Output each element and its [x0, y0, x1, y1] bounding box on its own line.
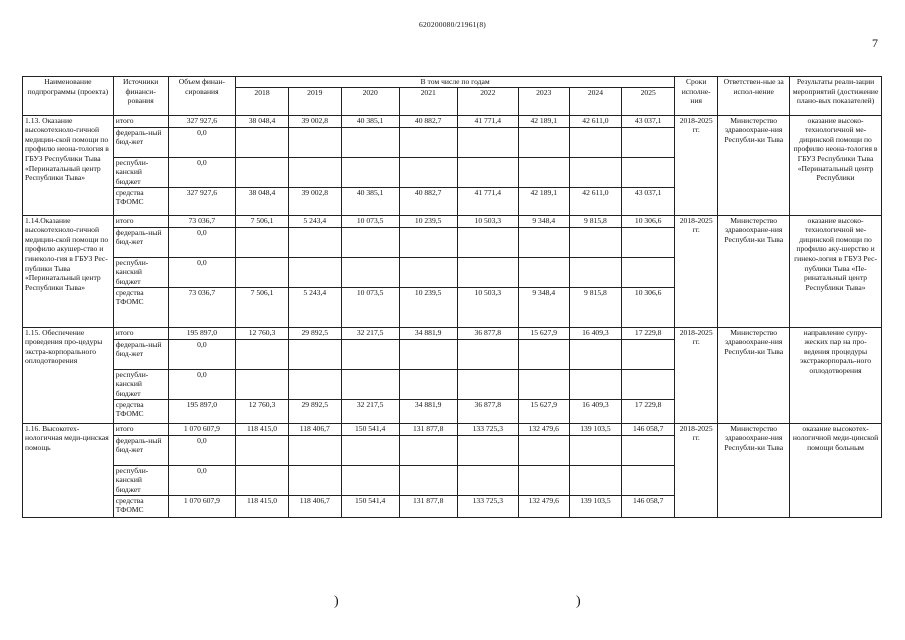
year-value [288, 339, 341, 369]
year-value: 40 882,7 [399, 115, 457, 127]
subprogram-name: 1.14.Оказание высокотехноло-гичной медицин-ской помощи по профилю акушер-ство и гинеколо-гия в ГБУЗ Рес-публики Тыва «Перинатальный центр Республики Тыва» [23, 215, 114, 327]
year-value [622, 257, 675, 287]
year-value [341, 127, 399, 157]
year-value: 29 892,5 [288, 399, 341, 423]
year-value: 42 611,0 [569, 187, 622, 215]
year-value [288, 435, 341, 465]
year-value: 131 877,8 [399, 495, 457, 517]
funding-total: 0,0 [168, 227, 236, 257]
year-value: 5 243,4 [288, 287, 341, 327]
funding-source: федераль-ный бюд-жет [113, 339, 168, 369]
year-value [399, 435, 457, 465]
year-value: 10 503,3 [457, 287, 518, 327]
year-value: 43 037,1 [622, 187, 675, 215]
year-value [399, 369, 457, 399]
funding-source: республи-канский бюджет [113, 257, 168, 287]
year-value: 9 348,4 [518, 215, 569, 227]
execution-term: 2018-2025 гг. [675, 423, 718, 517]
year-value [518, 435, 569, 465]
year-value [236, 257, 289, 287]
year-value [288, 157, 341, 187]
year-value [518, 465, 569, 495]
year-value: 9 815,8 [569, 287, 622, 327]
year-value [457, 157, 518, 187]
table-row [23, 423, 882, 435]
year-value: 118 406,7 [288, 495, 341, 517]
year-value [399, 127, 457, 157]
execution-term: 2018-2025 гг. [675, 215, 718, 327]
year-value: 17 229,8 [622, 327, 675, 339]
year-value: 118 406,7 [288, 423, 341, 435]
funding-total: 195 897,0 [168, 327, 236, 339]
year-value: 15 627,9 [518, 327, 569, 339]
year-value [236, 227, 289, 257]
funding-total: 73 036,7 [168, 215, 236, 227]
expected-result: оказание высоко-технологичной ме-дицинской помощи по профилю аку-шерство и гинеко-логия в ГБУЗ Рес-публики Тыва «Пе-ринатальный центр Республики Тыва» [790, 215, 882, 327]
expected-result: оказание высокотех-нологичной меди-цинской помощи больным [790, 423, 882, 517]
year-value: 139 103,5 [569, 495, 622, 517]
year-value [457, 465, 518, 495]
year-value [288, 227, 341, 257]
year-value: 12 760,3 [236, 327, 289, 339]
year-value: 118 415,0 [236, 423, 289, 435]
funding-total: 0,0 [168, 257, 236, 287]
year-value [569, 369, 622, 399]
year-value: 7 506,1 [236, 287, 289, 327]
header-responsible: Ответствен-ные за испол-нение [718, 77, 790, 116]
header-results: Результаты реали-зации мероприятий (достижение плано-вых показателей) [790, 77, 882, 116]
expected-result: оказание высоко-технологичной ме-дицинской помощи по профилю неона-тология в ГБУЗ Республики Тыва «Перинатальный центр Республики [790, 115, 882, 215]
year-value [457, 435, 518, 465]
year-value [457, 339, 518, 369]
year-value [341, 465, 399, 495]
year-value: 10 073,5 [341, 287, 399, 327]
funding-source: итого [113, 215, 168, 227]
funding-source: итого [113, 327, 168, 339]
year-value: 133 725,3 [457, 423, 518, 435]
funding-total: 0,0 [168, 435, 236, 465]
year-value [236, 465, 289, 495]
funding-source: федераль-ный бюд-жет [113, 227, 168, 257]
header-year: 2024 [569, 87, 622, 115]
header-year: 2019 [288, 87, 341, 115]
expected-result: направление супру-жеских пар на про-ведения процедуры экстракорпораль-ного оплодотворения [790, 327, 882, 423]
year-value [518, 257, 569, 287]
funding-total: 327 927,6 [168, 115, 236, 127]
funding-total: 0,0 [168, 465, 236, 495]
funding-source: республи-канский бюджет [113, 157, 168, 187]
year-value [622, 157, 675, 187]
year-value: 133 725,3 [457, 495, 518, 517]
year-value: 10 239,5 [399, 287, 457, 327]
year-value [236, 435, 289, 465]
footer-mark: ) [576, 594, 581, 609]
year-value: 40 385,1 [341, 115, 399, 127]
year-value: 41 771,4 [457, 115, 518, 127]
year-value [341, 435, 399, 465]
year-value: 10 306,6 [622, 215, 675, 227]
funding-source: средства ТФОМС [113, 287, 168, 327]
year-value: 34 881,9 [399, 327, 457, 339]
year-value: 17 229,8 [622, 399, 675, 423]
year-value [457, 227, 518, 257]
year-value [518, 369, 569, 399]
year-value [569, 157, 622, 187]
header-terms: Сроки исполне-ния [675, 77, 718, 116]
year-value: 9 815,8 [569, 215, 622, 227]
year-value [236, 369, 289, 399]
year-value [569, 257, 622, 287]
funding-total: 0,0 [168, 369, 236, 399]
year-value [236, 127, 289, 157]
header-year: 2020 [341, 87, 399, 115]
year-value: 41 771,4 [457, 187, 518, 215]
subprogram-name: 1.15. Обеспечение проведения про-цедуры экстра-корпорального оплодотворения [23, 327, 114, 423]
funding-total: 327 927,6 [168, 187, 236, 215]
year-value [288, 465, 341, 495]
year-value [288, 127, 341, 157]
year-value [341, 369, 399, 399]
funding-total: 0,0 [168, 339, 236, 369]
year-value [288, 369, 341, 399]
header-volume: Объем финан-сирования [168, 77, 236, 116]
year-value: 42 189,1 [518, 115, 569, 127]
year-value [569, 465, 622, 495]
year-value [236, 157, 289, 187]
table-row [23, 115, 882, 127]
year-value [622, 127, 675, 157]
year-value [518, 127, 569, 157]
year-value [341, 157, 399, 187]
year-value [341, 339, 399, 369]
header-year: 2022 [457, 87, 518, 115]
funding-total: 0,0 [168, 157, 236, 187]
year-value: 5 243,4 [288, 215, 341, 227]
year-value: 38 048,4 [236, 187, 289, 215]
execution-term: 2018-2025 гг. [675, 327, 718, 423]
header-years-group: В том числе по годам [236, 77, 675, 88]
financing-table [22, 76, 882, 518]
subprogram-name: 1.16. Высокотех-нологичная меди-цинская помощь [23, 423, 114, 517]
year-value [457, 127, 518, 157]
year-value: 42 611,0 [569, 115, 622, 127]
year-value: 7 506,1 [236, 215, 289, 227]
responsible-party: Министерство здравоохране-ния Республи-ки Тыва [718, 215, 790, 327]
year-value: 34 881,9 [399, 399, 457, 423]
year-value [518, 157, 569, 187]
year-value: 40 385,1 [341, 187, 399, 215]
year-value: 150 541,4 [341, 423, 399, 435]
year-value: 15 627,9 [518, 399, 569, 423]
year-value [622, 435, 675, 465]
header-year: 2025 [622, 87, 675, 115]
year-value: 150 541,4 [341, 495, 399, 517]
year-value: 10 073,5 [341, 215, 399, 227]
funding-source: средства ТФОМС [113, 187, 168, 215]
year-value: 36 877,8 [457, 399, 518, 423]
year-value [399, 157, 457, 187]
year-value [288, 257, 341, 287]
year-value [236, 339, 289, 369]
year-value [457, 257, 518, 287]
year-value: 42 189,1 [518, 187, 569, 215]
year-value: 132 479,6 [518, 495, 569, 517]
execution-term: 2018-2025 гг. [675, 115, 718, 215]
funding-source: республи-канский бюджет [113, 369, 168, 399]
funding-source: федераль-ный бюд-жет [113, 127, 168, 157]
year-value: 39 002,8 [288, 115, 341, 127]
year-value: 29 892,5 [288, 327, 341, 339]
funding-total: 73 036,7 [168, 287, 236, 327]
year-value [622, 465, 675, 495]
year-value [399, 257, 457, 287]
year-value: 40 882,7 [399, 187, 457, 215]
responsible-party: Министерство здравоохране-ния Республи-ки Тыва [718, 327, 790, 423]
year-value [569, 339, 622, 369]
subprogram-name: 1.13. Оказание высокотехноло-гичной медицин-ской помощи по профилю неона-тология в ГБУЗ Республики Тыва «Перинатальный центр Республики Тыва» [23, 115, 114, 215]
funding-source: итого [113, 115, 168, 127]
year-value: 39 002,8 [288, 187, 341, 215]
year-value [622, 339, 675, 369]
funding-source: итого [113, 423, 168, 435]
year-value: 32 217,5 [341, 399, 399, 423]
year-value [341, 227, 399, 257]
year-value: 10 239,5 [399, 215, 457, 227]
year-value [518, 227, 569, 257]
funding-source: средства ТФОМС [113, 495, 168, 517]
page-number: 7 [872, 36, 878, 50]
funding-total: 195 897,0 [168, 399, 236, 423]
year-value [457, 369, 518, 399]
year-value: 43 037,1 [622, 115, 675, 127]
year-value: 36 877,8 [457, 327, 518, 339]
responsible-party: Министерство здравоохране-ния Республи-ки Тыва [718, 423, 790, 517]
header-year: 2021 [399, 87, 457, 115]
year-value: 16 409,3 [569, 327, 622, 339]
table-row [23, 327, 882, 339]
year-value: 146 058,7 [622, 495, 675, 517]
table-row [23, 215, 882, 227]
year-value [399, 227, 457, 257]
year-value: 131 877,8 [399, 423, 457, 435]
year-value: 16 409,3 [569, 399, 622, 423]
year-value: 118 415,0 [236, 495, 289, 517]
funding-total: 1 070 607,9 [168, 495, 236, 517]
year-value: 10 306,6 [622, 287, 675, 327]
year-value [399, 465, 457, 495]
header-year: 2018 [236, 87, 289, 115]
year-value [569, 227, 622, 257]
year-value: 139 103,5 [569, 423, 622, 435]
funding-source: федераль-ный бюд-жет [113, 435, 168, 465]
year-value: 10 503,3 [457, 215, 518, 227]
year-value: 132 479,6 [518, 423, 569, 435]
year-value: 146 058,7 [622, 423, 675, 435]
funding-source: средства ТФОМС [113, 399, 168, 423]
year-value: 9 348,4 [518, 287, 569, 327]
year-value [622, 369, 675, 399]
header-name: Наименование подпрограммы (проекта) [23, 77, 114, 116]
funding-source: республи-канский бюджет [113, 465, 168, 495]
year-value [569, 127, 622, 157]
funding-total: 0,0 [168, 127, 236, 157]
year-value: 38 048,4 [236, 115, 289, 127]
table-body [23, 115, 882, 517]
document-id: 620200080/21961(8) [419, 20, 486, 29]
year-value [399, 339, 457, 369]
year-value [622, 227, 675, 257]
funding-total: 1 070 607,9 [168, 423, 236, 435]
year-value: 32 217,5 [341, 327, 399, 339]
year-value [518, 339, 569, 369]
header-sources: Источники финанси-рования [113, 77, 168, 116]
footer-mark: ) [334, 594, 339, 609]
responsible-party: Министерство здравоохране-ния Республи-ки Тыва [718, 115, 790, 215]
header-year: 2023 [518, 87, 569, 115]
year-value [341, 257, 399, 287]
year-value [569, 435, 622, 465]
year-value: 12 760,3 [236, 399, 289, 423]
